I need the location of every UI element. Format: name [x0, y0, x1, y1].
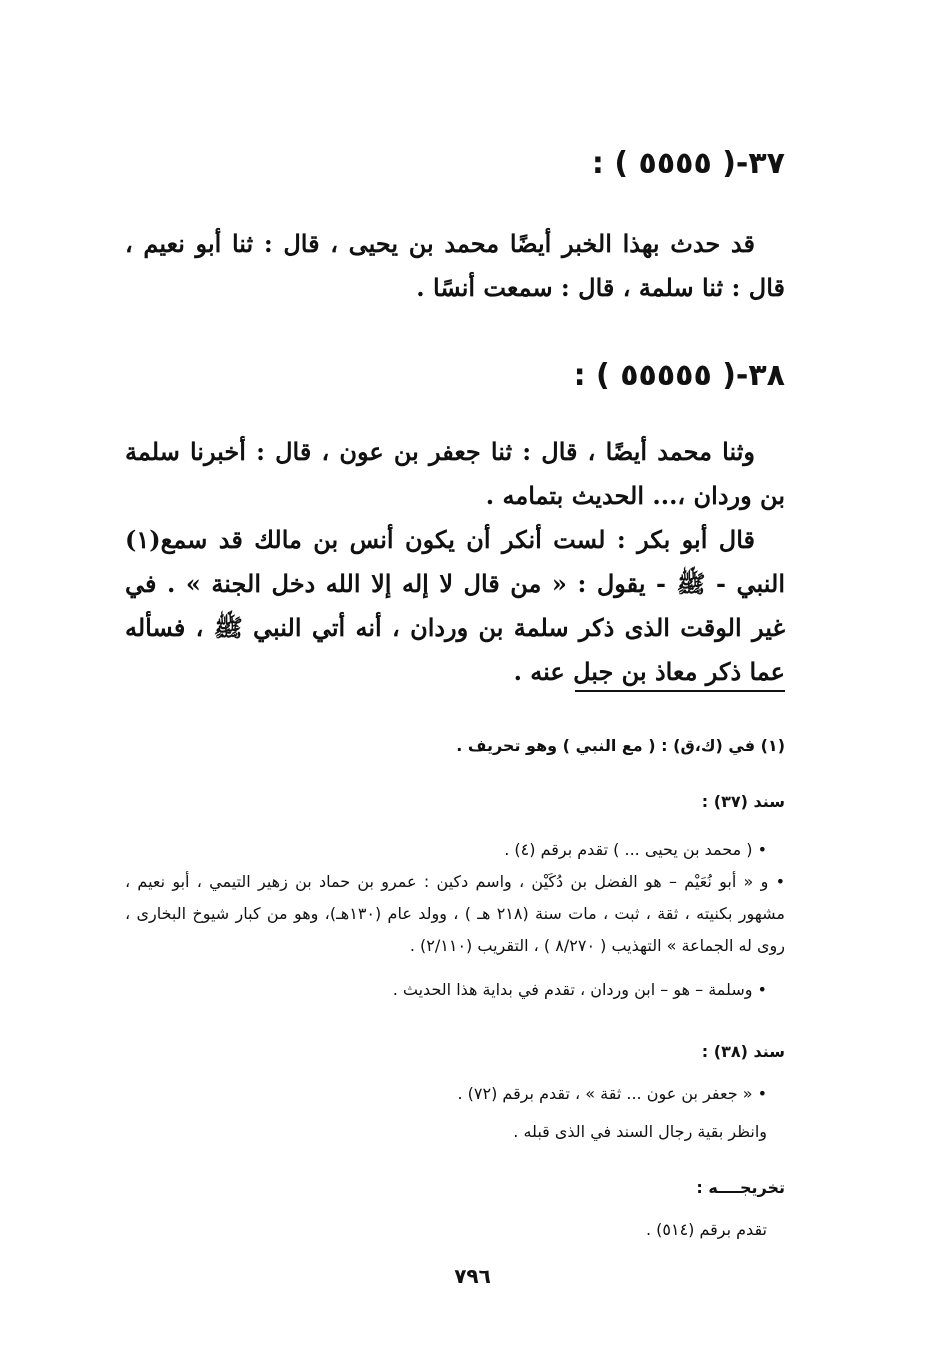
entry-37-heading: ٣٧-( ٥٥٥٥ ) :: [591, 146, 785, 181]
takhrij-item-1: تقدم برقم (٥١٤) .: [645, 1220, 767, 1239]
takhrij-title: تخريجــــه :: [696, 1178, 785, 1197]
sanad-38-item-2: وانظر بقية رجال السند في الذى قبله .: [513, 1122, 767, 1141]
sanad-37-title: سند (٣٧) :: [701, 792, 785, 811]
entry-38-text: [125, 430, 785, 694]
sanad-38-title: سند (٣٨) :: [701, 1042, 785, 1061]
entry-38-paragraph-2: قال أبو بكر : لست أنكر أن يكون أنس بن مالك قد سمع(١) النبي - ﷺ - يقول : « من قال لا إله إلا الله دخل الجنة » . في غير الوقت الذى ذكر سلمة بن وردان ، أنه أتي النبي ﷺ ، فسأله عما ذكر معاذ بن جبل عنه .: [125, 525, 785, 686]
footnote-1: (١) في (ك،ق) : ( مع النبي ) وهو تحريف .: [456, 736, 785, 755]
entry-37-paragraph: قد حدث بهذا الخبر أيضًا محمد بن يحيى ، قال : ثنا أبو نعيم ، قال : ثنا سلمة ، قال : سمعت أنسًا .: [125, 229, 785, 302]
entry-37-text: [125, 222, 785, 310]
sanad-37-item-2: • و « أبو نُعَيْم – هو الفضل بن دُكَيْن ، واسم دكين : عمرو بن حماد بن زهير التيمي ، أبو نعيم ، مشهور بكنيته ، ثقة ، ثبت ، مات سنة (٢١٨ هـ ) ، وولد عام (١٣٠هـ)، وهو من كبار شيوخ البخارى ، روى له الجماعة » التهذيب ( ٨/٢٧٠ ) ، التقريب (٢/١١٠) .: [125, 872, 785, 955]
sanad-37-item-3: • وسلمة – هو – ابن وردان ، تقدم في بداية هذا الحديث .: [392, 980, 767, 999]
entry-38-paragraph-1: وثنا محمد أيضًا ، قال : ثنا جعفر بن عون ، قال : أخبرنا سلمة بن وردان ،... الحديث بتمامه .: [125, 437, 785, 510]
page-number: ٧٩٦: [454, 1264, 491, 1288]
sanad-38-item-1: • « جعفر بن عون ... ثقة » ، تقدم برقم (٧٢) .: [457, 1084, 767, 1103]
sanad-37-item-1: • ( محمد بن يحيى ... ) تقدم برقم (٤) .: [504, 840, 767, 859]
entry-38-heading: ٣٨-( ٥٥٥٥٥ ) :: [573, 358, 785, 393]
footnote-separator: [575, 690, 785, 692]
